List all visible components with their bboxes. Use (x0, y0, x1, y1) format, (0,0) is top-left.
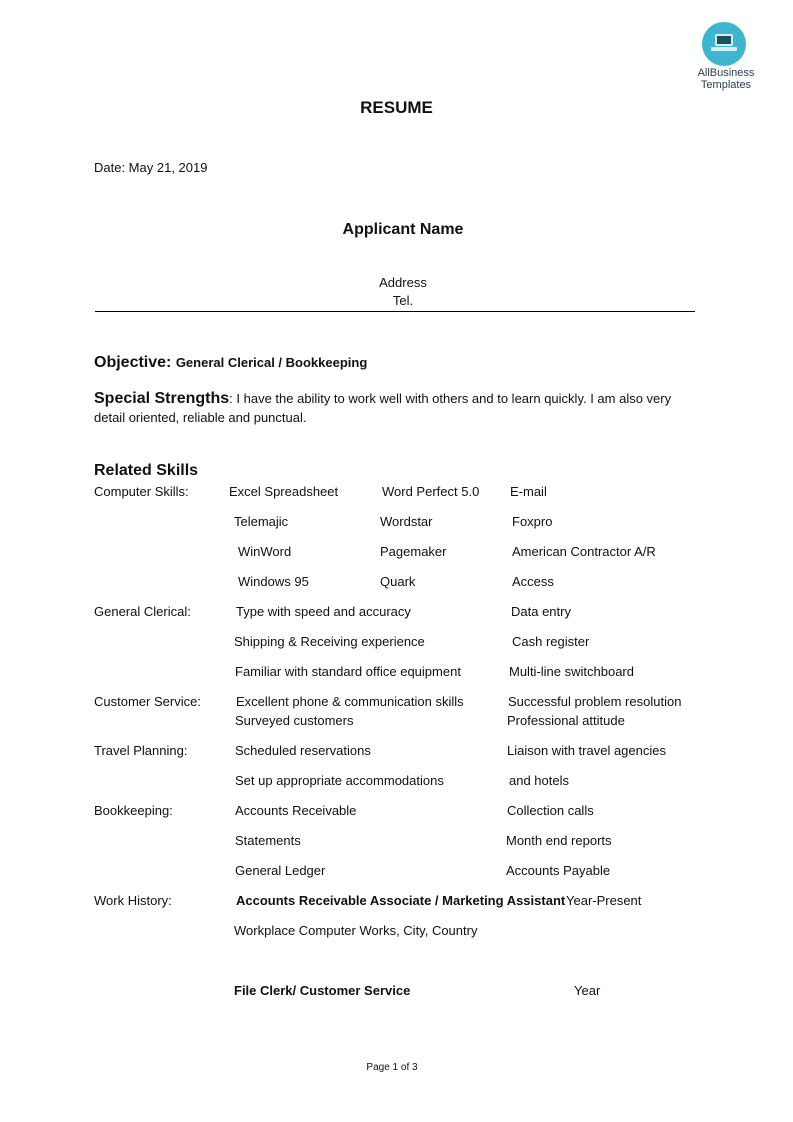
logo-text (690, 67, 762, 91)
skill-item: Foxpro (512, 514, 553, 529)
general-clerical-label: General Clerical: (94, 604, 191, 619)
skill-item: Type with speed and accuracy (236, 604, 411, 619)
skill-item: Set up appropriate accommodations (235, 773, 444, 788)
document-title: RESUME (360, 98, 433, 117)
skill-item: and hotels (509, 773, 569, 788)
skill-item: Telemajic (234, 514, 289, 529)
applicant-name: Applicant Name (342, 221, 464, 238)
job-title: Accounts Receivable Associate / Marketing Assistant (236, 893, 566, 908)
skill-item: General Ledger (235, 863, 326, 878)
skill-item: Accounts Payable (506, 863, 611, 878)
skill-item: Scheduled reservations (235, 743, 371, 758)
skill-item: Multi-line switchboard (509, 664, 634, 679)
skill-item: E-mail (510, 484, 547, 499)
date-line: Date: May 21, 2019 (94, 160, 208, 175)
skill-item: Shipping & Receiving experience (234, 634, 425, 649)
skill-item: Professional attitude (507, 713, 625, 728)
skill-item: Surveyed customers (235, 713, 354, 728)
skill-item: Liaison with travel agencies (507, 743, 666, 758)
computer-skills-label: Computer Skills: (94, 484, 189, 499)
skill-item: Accounts Receivable (235, 803, 357, 818)
skill-item: American Contractor A/R (512, 544, 656, 559)
laptop-icon (715, 34, 733, 46)
applicant-contact (0, 274, 793, 310)
strengths-text: : I have the ability to work well with others and to learn quickly. I am also very detail oriented, reliable and punctual. (94, 391, 672, 425)
applicant-tel: Tel. (392, 293, 414, 308)
skill-item: Excel Spreadsheet (229, 484, 339, 499)
skill-item: Familiar with standard office equipment (235, 664, 461, 679)
objective-line (94, 354, 367, 372)
work-history-label: Work History: (94, 893, 172, 908)
skill-item: Cash register (512, 634, 590, 649)
skill-item: Access (512, 574, 554, 589)
applicant-address: Address (379, 275, 427, 290)
logo-line-2: Templates (700, 79, 752, 91)
job-workplace: Workplace Computer Works, City, Country (234, 923, 478, 938)
job-title: File Clerk/ Customer Service (234, 983, 411, 998)
skill-item: Quark (380, 574, 416, 589)
travel-planning-label: Travel Planning: (94, 743, 188, 758)
skill-item: Month end reports (506, 833, 612, 848)
skill-item: WinWord (238, 544, 292, 559)
laptop-base (711, 47, 737, 51)
page-number: Page 1 of 3 (366, 1062, 418, 1073)
job-years: Year (574, 983, 601, 998)
objective-label: Objective: (94, 354, 172, 371)
skill-item: Windows 95 (238, 574, 309, 589)
skill-item: Excellent phone & communication skills (236, 694, 464, 709)
strengths-label: Special Strengths (94, 390, 230, 407)
skill-item: Collection calls (507, 803, 594, 818)
related-skills-heading: Related Skills (94, 462, 199, 479)
header-divider (95, 311, 695, 312)
logo-line-1: AllBusiness (697, 67, 755, 79)
bookkeeping-label: Bookkeeping: (94, 803, 173, 818)
skill-item: Statements (235, 833, 301, 848)
special-strengths (94, 389, 694, 427)
skill-item: Word Perfect 5.0 (382, 484, 480, 499)
skill-item: Pagemaker (380, 544, 447, 559)
skill-item: Successful problem resolution (508, 694, 682, 709)
job-years: Year-Present (566, 893, 642, 908)
skill-item: Data entry (511, 604, 571, 619)
objective-value: General Clerical / Bookkeeping (175, 355, 368, 370)
logo-badge (702, 22, 746, 66)
skill-item: Wordstar (380, 514, 433, 529)
customer-service-label: Customer Service: (94, 694, 201, 709)
